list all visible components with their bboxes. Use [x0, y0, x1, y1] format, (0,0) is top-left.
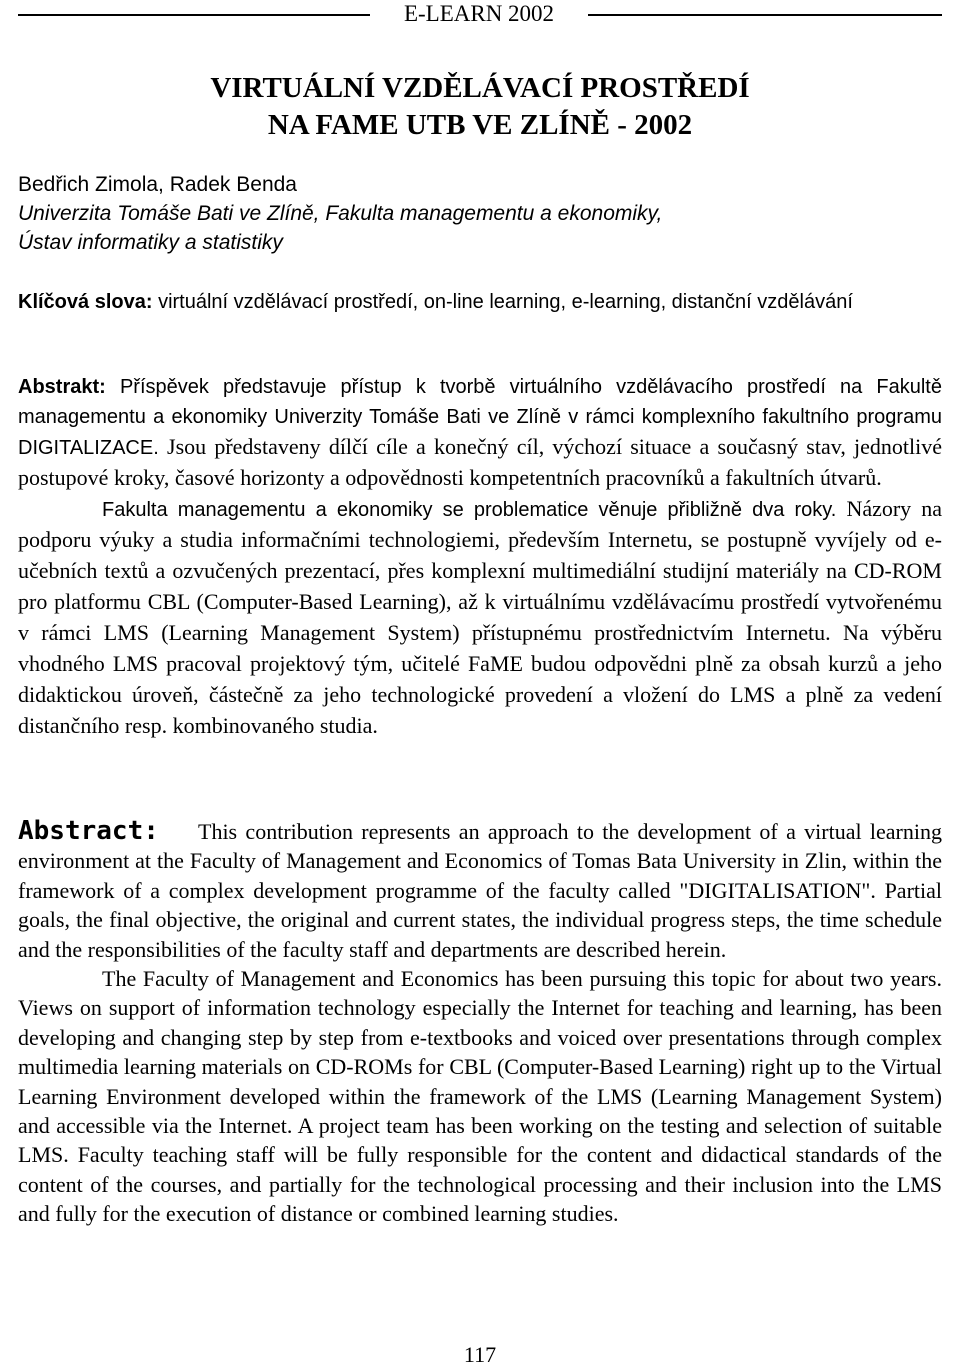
- abstrakt-cz-paragraph-1: [18, 372, 942, 494]
- abstrakt-cz-label: Abstrakt:: [18, 376, 106, 398]
- author-block: [18, 170, 662, 257]
- page-number: 117: [463, 1342, 497, 1367]
- keywords-label: Klíčová slova:: [18, 291, 153, 313]
- keywords-text: virtuální vzdělávací prostředí, on-line learning, e-learning, distanční vzdělávání: [158, 291, 853, 313]
- running-header: [0, 0, 960, 30]
- abstrakt-cz-p1-sans: Příspěvek představuje přístup k tvorbě virtuálního vzdělávacího prostředí na Fakultě managementu a ekonomiky Univerzity Tomáše Bati ve Zlíně v rámci komplexního fakultního programu DIGITALIZACE.: [18, 376, 942, 459]
- abstract-en-p1-text: This contribution represents an approach to the development of a virtual learning environment at the Faculty of Management and Economics of Tomas Bata University in Zlin, within the framework of a complex development programme of the faculty called "DIGITALISATION". Partial goals, the final objective, the original and current states, the individual progress steps, the time schedule and the responsibilities of the faculty staff and departments are described herein.: [18, 819, 942, 962]
- abstrakt-cz-section: [18, 372, 942, 742]
- abstrakt-cz-paragraph-2: [18, 494, 942, 742]
- header-rule-right: [588, 14, 942, 16]
- header-rule-left: [18, 14, 370, 16]
- abstract-en-paragraph-1: [18, 817, 942, 964]
- abstract-en-label: Abstract:: [18, 816, 159, 846]
- keywords-section: [18, 286, 942, 318]
- author-names: Bedřich Zimola, Radek Benda: [18, 173, 297, 196]
- abstrakt-cz-p2-serif: Názory na podporu výuky a studia informačními technologiemi, především Internetu, se postupně vyvíjely od e-učebních textů a ozvučených prezentací, přes komplexní multimediální studijní materiály na CD-ROM pro platformu CBL (Computer-Based Learning), až k virtuálnímu vzdělávacímu prostředí vytvořenému v rámci LMS (Learning Management System) přístupnému prostřednictvím Internetu. Na výběru vhodného LMS pracoval projektový tým, učitelé FaME budou odpovědni plně za obsah kurzů a jeho didaktickou úroveň, částečně za jeho technologické provedení a vložení do LMS a plně za vedení distančního resp. kombinovaného studia.: [18, 496, 942, 738]
- affiliation-line-1: Univerzita Tomáše Bati ve Zlíně, Fakulta managementu a ekonomiky,: [18, 202, 663, 225]
- running-title: E-LEARN 2002: [403, 1, 555, 26]
- abstrakt-cz-p2-sans: Fakulta managementu a ekonomiky se problematice věnuje přibližně dva roky.: [102, 499, 837, 521]
- paper-title-line-1: VIRTUÁLNÍ VZDĚLÁVACÍ PROSTŘEDÍ: [210, 72, 750, 104]
- abstract-en-paragraph-2: The Faculty of Management and Economics has been pursuing this topic for about two years. Views on support of information technology especially the Internet for teaching and learning, has been developing and changing step by step from e-textbooks and voiced over presentations through complex multimedia learning materials on CD-ROMs for CBL (Computer-Based Learning) right up to the Virtual Learning Environment developed within the framework of the LMS (Learning Management System) and accessible via the Internet. A project team has been working on the testing and selection of suitable LMS. Faculty teaching staff will be fully responsible for the content and didactical standards of the content of the courses, and partially for the technological processing and their inclusion into the LMS and fully for the execution of distance or combined learning studies.: [18, 966, 942, 1227]
- abstrakt-cz-p1-serif: Jsou představeny dílčí cíle a konečný cíl, výchozí situace a současný stav, jednotlivé postupové kroky, časové horizonty a odpovědnosti kompetentních pracovníků a fakultních útvarů.: [18, 434, 942, 490]
- paper-title-line-2: NA FAME UTB VE ZLÍNĚ - 2002: [267, 109, 693, 141]
- abstract-en-section: [18, 817, 942, 1229]
- affiliation-line-2: Ústav informatiky a statistiky: [18, 231, 283, 254]
